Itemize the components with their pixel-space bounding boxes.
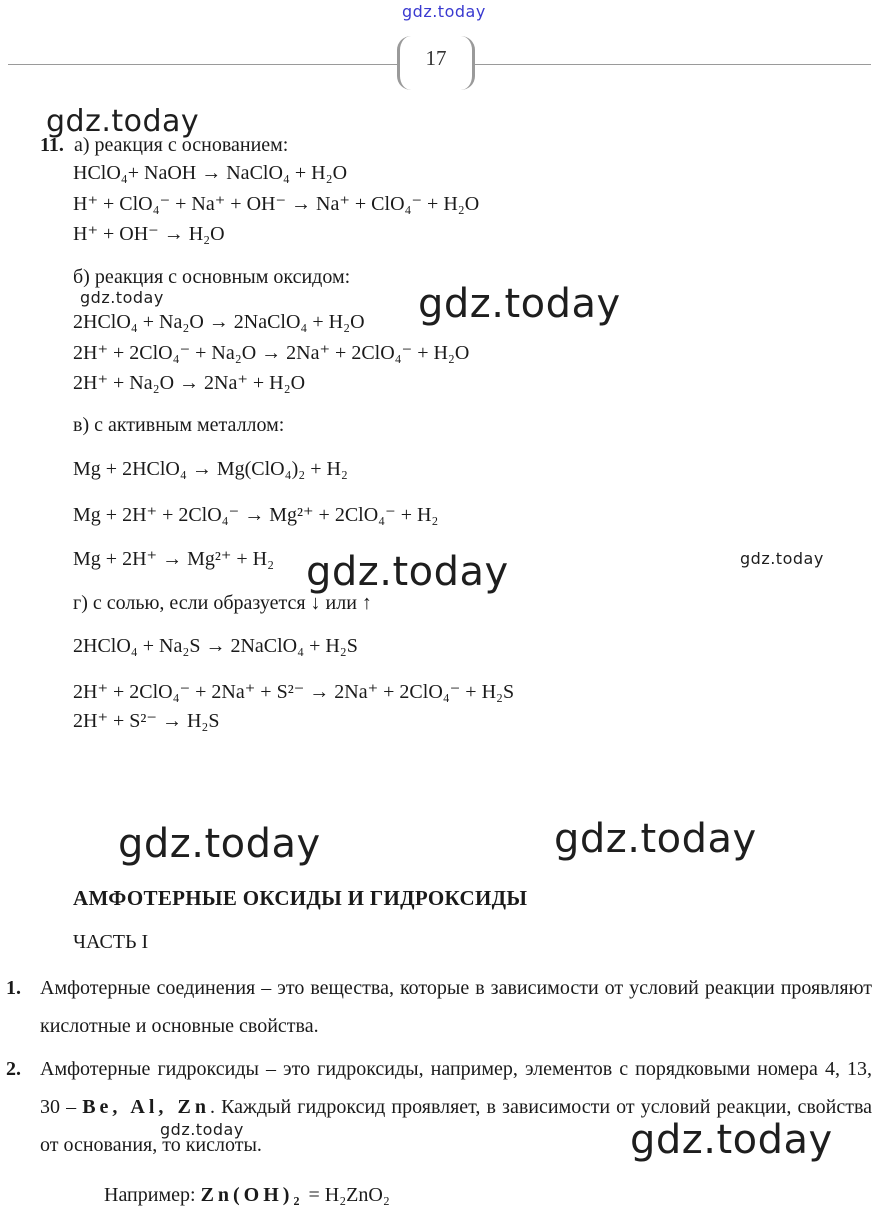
watermark: gdz.today <box>46 104 200 139</box>
watermark: gdz.today <box>306 549 509 595</box>
part-label: ЧАСТЬ I <box>73 931 149 953</box>
example-formula: Zn(OH)₂ <box>200 1184 304 1206</box>
equation: 2HClO₄ + Na₂S → 2NaClO₄ + H₂S <box>73 635 358 657</box>
equation: H⁺ + OH⁻ → H₂O <box>73 223 225 245</box>
task-number: 11. <box>40 134 64 156</box>
paragraph-text: Амфотерные гидроксиды – это гидроксиды, например, элементов с порядковыми номера 4, 13, 30 – <box>40 1058 872 1118</box>
equation: Mg + 2H⁺ + 2ClO₄⁻ → Mg²⁺ + 2ClO₄⁻ + H₂ <box>73 504 439 526</box>
task-c-title: в) с активным металлом: <box>73 414 285 436</box>
watermark: gdz.today <box>740 549 824 568</box>
equation: Mg + 2H⁺ → Mg²⁺ + H₂ <box>73 548 275 570</box>
task-d-title: г) с солью, если образуется ↓ или ↑ <box>73 592 372 614</box>
equation: 2H⁺ + 2ClO₄⁻ + Na₂O → 2Na⁺ + 2ClO₄⁻ + H₂O <box>73 342 470 364</box>
equation: Mg + 2HClO₄ → Mg(ClO₄)₂ + H₂ <box>73 458 348 480</box>
header-watermark: gdz.today <box>402 2 486 21</box>
watermark: gdz.today <box>418 281 621 327</box>
equation: H⁺ + ClO₄⁻ + Na⁺ + OH⁻ → Na⁺ + ClO₄⁻ + H₂O <box>73 193 480 215</box>
header-rule-left <box>8 64 397 65</box>
paragraph-text: . Каждый гидроксид проявляет, в зависимости от условий реакции, свойства от основания, то кислоты. <box>40 1096 873 1156</box>
header-rule-right <box>475 64 871 65</box>
task-a-title: а) реакция с основанием: <box>74 134 289 156</box>
paragraph-text: Амфотерные соединения – это вещества, которые в зависимости от условий реакции проявляют кислотные и основные свойства. <box>40 977 872 1037</box>
paragraph-number: 2. <box>6 1058 21 1080</box>
equation: 2HClO₄ + Na₂O → 2NaClO₄ + H₂O <box>73 311 365 333</box>
paragraph-2 <box>6 1050 873 1164</box>
page-number: 17 <box>425 46 447 70</box>
equation: HClO₄+ NaOH → NaClO₄ + H₂O <box>73 162 348 184</box>
example-label: Например: <box>104 1184 201 1206</box>
equation: 2H⁺ + 2ClO₄⁻ + 2Na⁺ + S²⁻ → 2Na⁺ + 2ClO₄⁻ + H₂S <box>73 681 515 703</box>
equation: 2H⁺ + S²⁻ → H₂S <box>73 710 220 732</box>
watermark: gdz.today <box>118 821 321 867</box>
watermark: gdz.today <box>80 288 164 307</box>
watermark: gdz.today <box>160 1120 244 1139</box>
paragraph-number: 1. <box>6 977 21 999</box>
example-line <box>104 1184 390 1207</box>
watermark: gdz.today <box>554 816 757 862</box>
element-symbols: Be, Al, Zn <box>82 1096 210 1118</box>
task-b-title: б) реакция с основным оксидом: <box>73 266 351 288</box>
section-title: АМФОТЕРНЫЕ ОКСИДЫ И ГИДРОКСИДЫ <box>73 886 528 910</box>
example-rest: = H₂ZnO₂ <box>303 1184 390 1206</box>
equation: 2H⁺ + Na₂O → 2Na⁺ + H₂O <box>73 372 306 394</box>
paragraph-1 <box>6 969 872 1045</box>
watermark: gdz.today <box>630 1117 833 1163</box>
